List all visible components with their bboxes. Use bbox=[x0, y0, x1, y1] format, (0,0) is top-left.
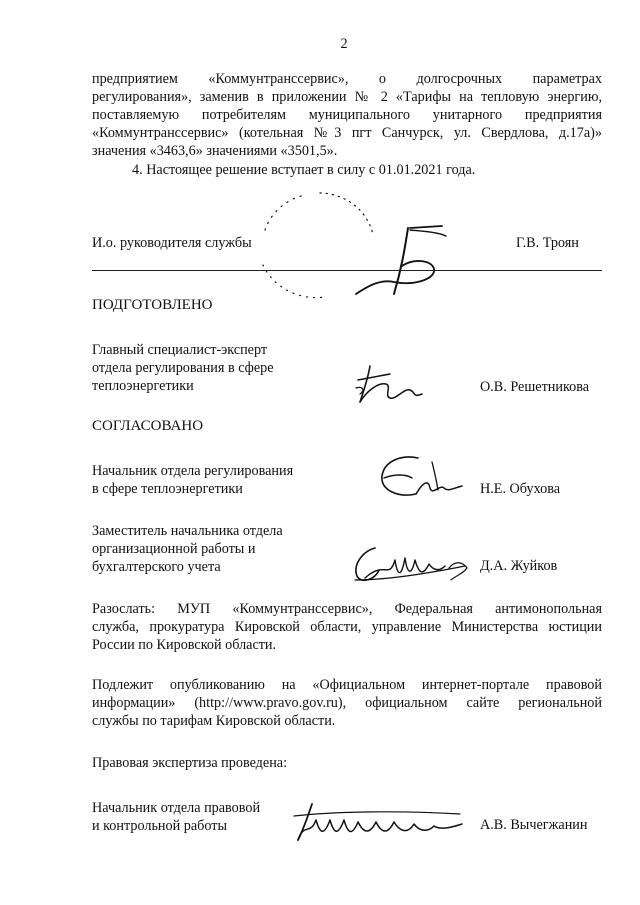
prepared-heading: ПОДГОТОВЛЕНО bbox=[92, 297, 213, 313]
publication-line: информации» (http://www.pravo.gov.ru), официальном сайте региональной bbox=[92, 695, 602, 711]
agreed-person1-position: в сфере теплоэнергетики bbox=[92, 481, 243, 497]
agreed-person2-name: Д.А. Жуйков bbox=[480, 558, 558, 574]
head-name: Г.В. Троян bbox=[516, 235, 579, 251]
paragraph-line: значения «3463,6» значениями «3501,5». bbox=[92, 143, 338, 159]
prepared-signature bbox=[350, 358, 440, 408]
signature-rule bbox=[92, 270, 602, 271]
publication-line: Подлежит опубликованию на «Официальном интернет-портале правовой bbox=[92, 677, 602, 693]
prepared-name: О.В. Решетникова bbox=[480, 379, 590, 395]
prepared-position-line: теплоэнергетики bbox=[92, 378, 194, 394]
item-4: 4. Настоящее решение вступает в силу с 01.01.2021 года. bbox=[132, 162, 476, 178]
agreed-heading: СОГЛАСОВАНО bbox=[92, 418, 204, 434]
agreed-person1-name: Н.Е. Обухова bbox=[480, 481, 561, 497]
publication-line: службы по тарифам Кировской области. bbox=[92, 713, 336, 729]
agreed-person1-signature bbox=[370, 448, 470, 508]
agreed-person2-position: Заместитель начальника отдела bbox=[92, 523, 283, 539]
paragraph-line: поставляемую потребителям муниципального унитарного предприятия bbox=[92, 107, 602, 123]
prepared-position-line: Главный специалист-эксперт bbox=[92, 342, 268, 358]
legal-review-label: Правовая экспертиза проведена: bbox=[92, 755, 288, 771]
paragraph-line: предприятием «Коммунтранссервис», о долгосрочных параметрах bbox=[92, 71, 602, 87]
agreed-person2-position: бухгалтерского учета bbox=[92, 559, 221, 575]
paragraph-line: «Коммунтранссервис» (котельная №3 пгт Санчурск, ул. Свердлова, д.17а)» bbox=[92, 125, 602, 141]
agreed-person1-position: Начальник отдела регулирования bbox=[92, 463, 294, 479]
distribution-line: Разослать: МУП «Коммунтранссервис», Федеральная антимонопольная bbox=[92, 601, 602, 617]
legal-signature bbox=[290, 798, 470, 848]
distribution-line: России по Кировской области. bbox=[92, 637, 277, 653]
agreed-person2-position: организационной работы и bbox=[92, 541, 256, 557]
paragraph-line: регулирования», заменив в приложении № 2 «Тарифы на тепловую энергию, bbox=[92, 89, 602, 105]
legal-name: А.В. Вычегжанин bbox=[480, 817, 588, 833]
legal-position-line: и контрольной работы bbox=[92, 818, 227, 834]
head-signature bbox=[350, 222, 470, 302]
legal-position-line: Начальник отдела правовой bbox=[92, 800, 261, 816]
agreed-person2-signature bbox=[345, 540, 475, 590]
prepared-position-line: отдела регулирования в сфере bbox=[92, 360, 274, 376]
distribution-line: служба, прокуратура Кировской области, управление Министерства юстиции bbox=[92, 619, 602, 635]
page-number: 2 bbox=[340, 36, 348, 52]
head-title: И.о. руководителя службы bbox=[92, 235, 252, 251]
